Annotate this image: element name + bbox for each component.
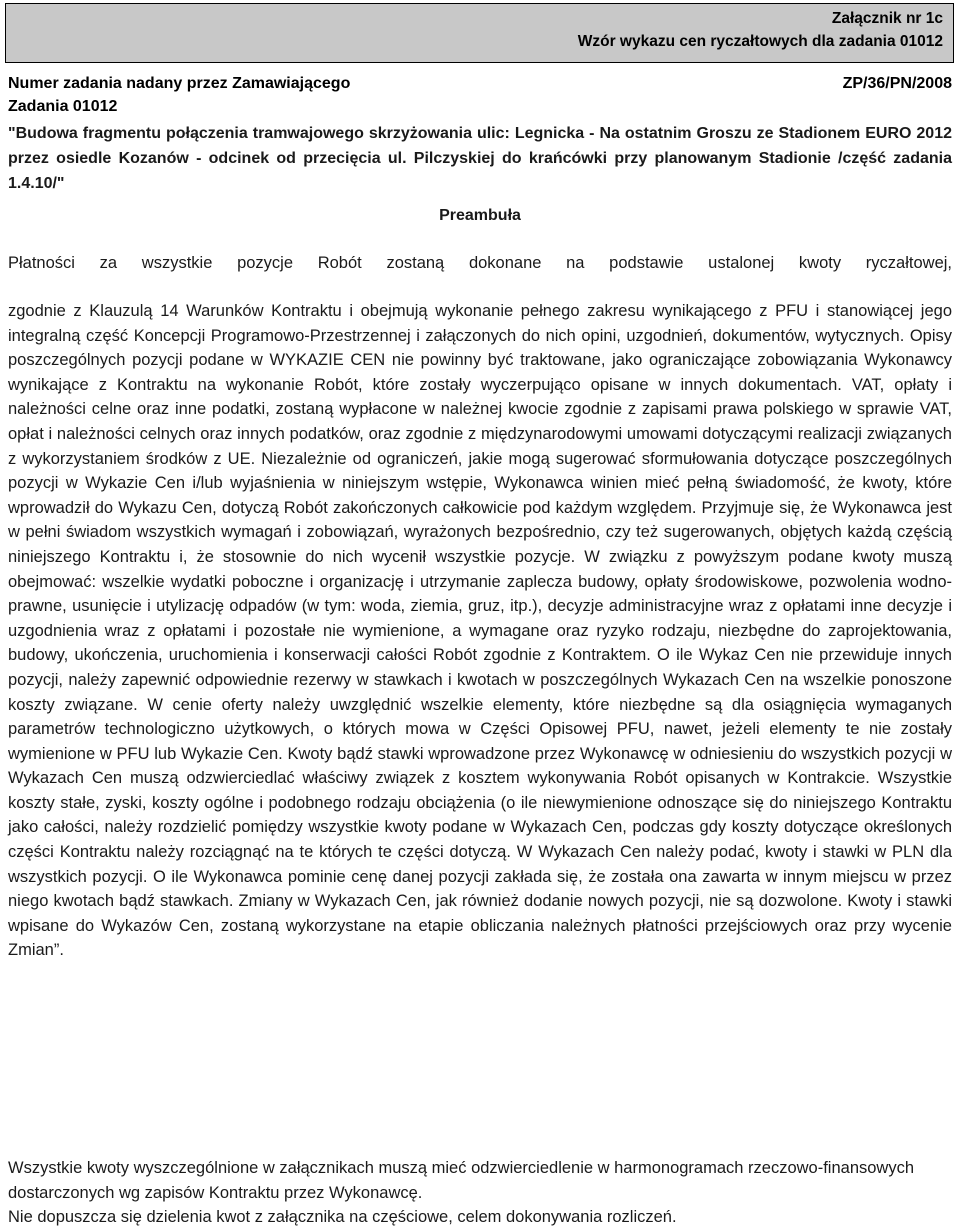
task-number-label: Numer zadania nadany przez Zamawiającego	[8, 75, 351, 92]
contract-reference: ZP/36/PN/2008	[842, 75, 952, 92]
form-title: Wzór wykazu cen ryczałtowych dla zadania 01012	[577, 33, 943, 50]
task-id: Zadania 01012	[8, 98, 118, 115]
preamble-main-paragraph: zgodnie z Klauzulą 14 Warunków Kontraktu i obejmują wykonanie pełnego zakresu wynikającego z PFU i stanowiącej jego integralną część Koncepcji Programowo-Przestrzennej i załączonych do nich opini, uzgodnień, dokumentów, wytycznych. Opisy poszczególnych pozycji podane w WYKAZIE CEN nie powinny być traktowane, jako ograniczające zobowiązania Wykonawcy wynikające z Kontraktu na wykonanie Robót, które zostały wyczerpująco opisane w innych dokumentach. VAT, opłaty i należności celne oraz inne podatki, zostaną wypłacone w należnej kwocie zgodnie z zapisami prawa polskiego w sprawie VAT, opłat i należności celnych oraz innych podatków, oraz zgodnie z międzynarodowymi umowami dotyczącymi realizacji związanych z wykorzystaniem środków z UE. Niezależnie od ograniczeń, jakie mogą sugerować sformułowania dotyczące poszczególnych pozycji w Wykazie Cen i/lub wyjaśnienia w niniejszym wstępie, Wykonawca winien mieć pełną świadomość, że kwoty, które wprowadził do Wykazu Cen, dotyczą Robót zakończonych całkowicie pod każdym względem. Przyjmuje się, że Wykonawca jest w pełni świadom wszystkich wymagań i zobowiązań, wyrażonych bezpośrednio, czy też sugerowanych, objętych każdą częścią niniejszego Kontraktu i, że stosownie do nich wycenił wszystkie pozycje. W związku z powyższym podane kwoty muszą obejmować: wszelkie wydatki poboczne i organizację i utrzymanie zaplecza budowy, opłaty środowiskowe, pozwolenia wodno-prawne, usunięcie i utylizację odpadów (w tym: woda, ziemia, gruz, itp.), decyzje administracyjne wraz z opłatami inne decyzje i uzgodnienia wraz z opłatami i pozostałe nie wymienione, a wymagane oraz ryzyko rodzaju, niezbędne do zaprojektowania, budowy, ukończenia, uruchomienia i konserwacji całości Robót zgodnie z Kontraktem. O ile Wykaz Cen nie przewiduje innych pozycji, należy zapewnić odpowiednie rezerwy w stawkach i kwotach w poszczególnych Wykazach Cen na wszelkie ponoszone koszty związane. W cenie oferty należy uwzględnić wszelkie elementy, które niezbędne są dla osiągnięcia wymaganych parametrów technologiczno użytkowych, o których mowa w Części Opisowej PFU, nawet, jeżeli elementy te nie zostały wymienione w PFU lub Wykazie Cen. Kwoty bądź stawki wprowadzone przez Wykonawcę w odniesieniu do wszystkich pozycji w Wykazach Cen muszą odzwierciedlać właściwy związek z kosztem wykonywania Robót opisanych w Kontrakcie. Wszystkie koszty stałe, zyski, koszty ogólne i podobnego rodzaju obciążenia (o ile niewymienione odnoszące się do niniejszego Kontraktu jako całości, należy rozdzielić pomiędzy wszystkie kwoty podane w Wykazach Cen, podczas gdy koszty dotyczące określonych części Kontraktu należy rozciągnąć na te których te części dotyczą. W Wykazach Cen należy podać, kwoty i stawki w PLN dla wszystkich pozycji. O ile Wykonawca pominie cenę danej pozycji zakłada się, że została ona zawarta w innym miejscu w przez niego kwotach bądź stawkach. Zmiany w Wykazach Cen, jak również dodanie nowych pozycji, nie są dozwolone. Kwoty i stawki wpisane do Wykazów Cen, zostaną wykorzystane na etapie obliczania należnych płatności przejściowych oraz przy wycenie Zmian”.	[8, 302, 952, 960]
schedule-note-paragraph: Wszystkie kwoty wyszczególnione w załącznikach muszą mieć odzwierciedlenie w harmonogramach rzeczowo-finansowych dostarczonych wg zapisów Kontraktu przez Wykonawcę.	[8, 1159, 915, 1202]
task-number-row	[8, 75, 952, 97]
annex-label: Załącznik nr 1c	[831, 10, 943, 27]
closing-notes	[8, 1156, 952, 1230]
preamble-intro-paragraph: Płatności za wszystkie pozycje Robót zostaną dokonane na podstawie ustalonej kwoty ryczałtowej,	[8, 254, 952, 272]
annex-header-box	[5, 3, 954, 63]
task-description: "Budowa fragmentu połączenia tramwajowego skrzyżowania ulic: Legnicka - Na ostatnim Groszu ze Stadionem EURO 2012 przez osiedle Kozanów - odcinek od przecięcia ul. Pilczyskiej do krańcówki przy planowanym Stadionie /część zadania 1.4.10/"	[8, 125, 952, 192]
preamble-heading: Preambuła	[439, 207, 521, 224]
split-note-paragraph: Nie dopuszcza się dzielenia kwot z załącznika na częściowe, celem dokonywania rozliczeń.	[8, 1208, 677, 1226]
